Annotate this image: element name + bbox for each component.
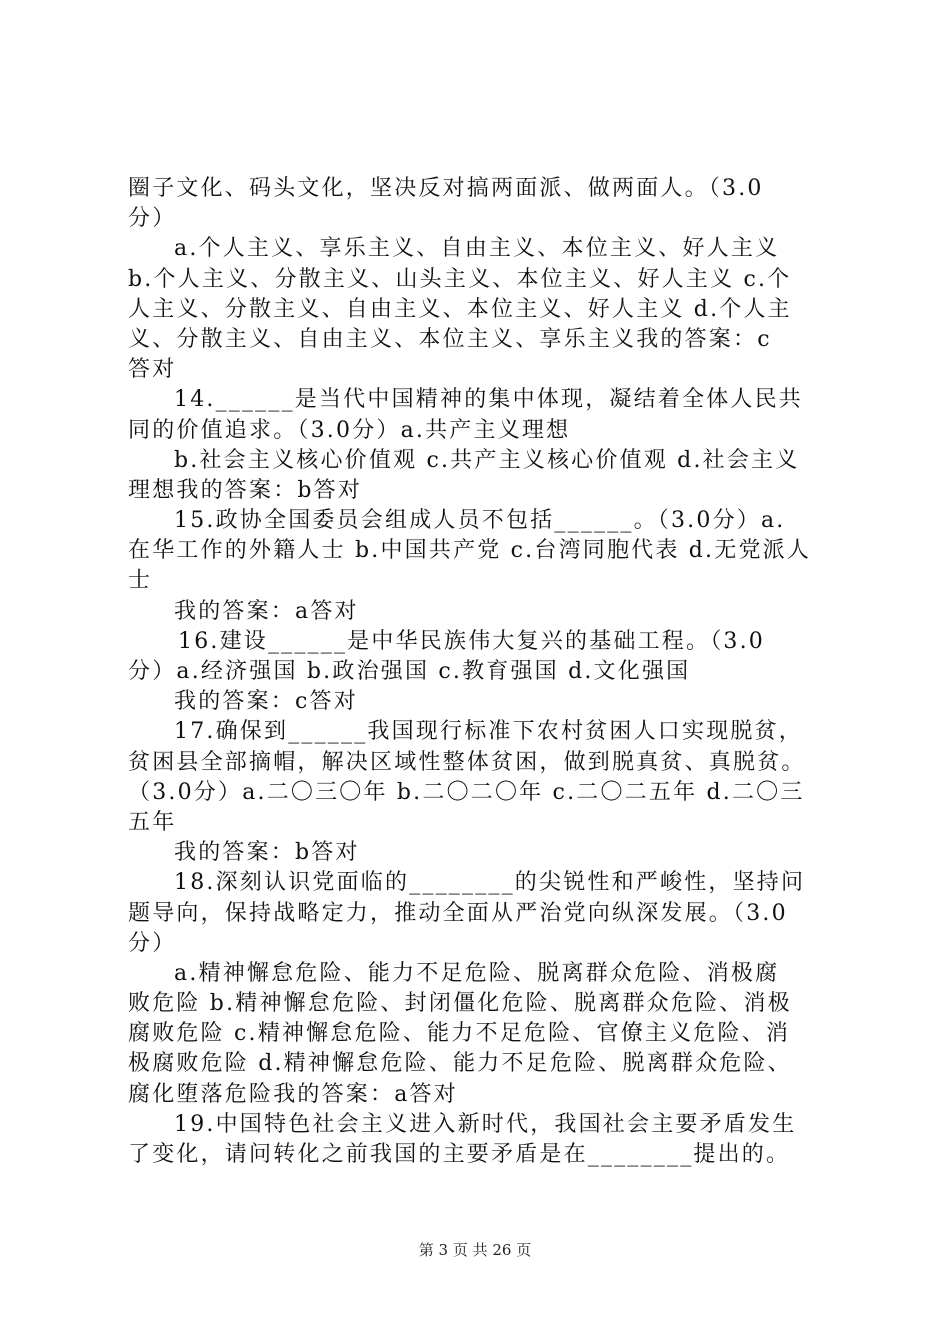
text-line: 贫困县全部摘帽，解决区域性整体贫困，做到脱真贫、真脱贫。 [128,749,806,775]
text-line: 14.______是当代中国精神的集中体现，凝结着全体人民共 [174,387,803,413]
text-line: a.精神懈怠危险、能力不足危险、脱离群众危险、消极腐 [174,960,780,986]
text-line: 分）a.经济强国 b.政治强国 c.教育强国 d.文化强国 [128,659,691,684]
text-line: b.社会主义核心价值观 c.共产主义核心价值观 d.社会主义 [174,447,800,473]
text-line: 腐败危险 c.精神懈怠危险、能力不足危险、官僚主义危险、消 [128,1021,791,1047]
text-line: 五年 [128,809,177,835]
text-line: 我的答案：a答对 [174,598,359,624]
text-line: 人主义、分散主义、自由主义、本位主义、好人主义 d.个人主 [128,296,792,322]
text-line: 士 [128,568,153,594]
text-line: 同的价值追求。（3.0分）a.共产主义理想 [128,417,571,443]
text-line: a.个人主义、享乐主义、自由主义、本位主义、好人主义 [174,236,780,262]
text-line: 题导向，保持战略定力，推动全面从严治党向纵深发展。（3.0 [128,900,788,926]
text-line: 我的答案：b答对 [174,840,360,866]
text-line: 分） [128,930,177,956]
text-line: 腐化堕落危险我的答案：a答对 [128,1081,458,1107]
text-line: （3.0分）a.二〇三〇年 b.二〇二〇年 c.二〇二五年 d.二〇三 [128,779,805,805]
document-body [128,174,833,1170]
text-line: 在华工作的外籍人士 b.中国共产党 c.台湾同胞代表 d.无党派人 [128,538,812,564]
text-line: 败危险 b.精神懈怠危险、封闭僵化危险、脱离群众危险、消极 [128,991,792,1017]
text-line: 义、分散主义、自由主义、本位主义、享乐主义我的答案：c [128,326,772,352]
text-line: 16.建设______是中华民族伟大复兴的基础工程。（3.0 [178,628,765,654]
text-line: 圈子文化、码头文化，坚决反对搞两面派、做两面人。（3.0 [128,176,764,201]
text-line: b.个人主义、分散主义、山头主义、本位主义、好人主义 c.个 [128,266,792,292]
text-line: 17.确保到______我国现行标准下农村贫困人口实现脱贫， [174,719,803,745]
text-line: 我的答案：c答对 [174,689,358,715]
text-line: 极腐败危险 d.精神懈怠危险、能力不足危险、脱离群众危险、 [128,1051,792,1077]
page-footer: 第 3 页 共 26 页 [418,1241,532,1259]
text-line: 19.中国特色社会主义进入新时代，我国社会主要矛盾发生 [174,1111,797,1137]
text-line: 答对 [128,357,177,383]
text-line: 理想我的答案：b答对 [128,477,363,503]
text-line: 分） [128,206,177,232]
text-line: 了变化，请问转化之前我国的主要矛盾是在________提出的。 [128,1142,791,1167]
text-line: 18.深刻认识党面临的________的尖锐性和严峻性，坚持问 [174,870,806,896]
text-line: 15.政协全国委员会组成人员不包括______。（3.0分）a. [174,508,786,534]
